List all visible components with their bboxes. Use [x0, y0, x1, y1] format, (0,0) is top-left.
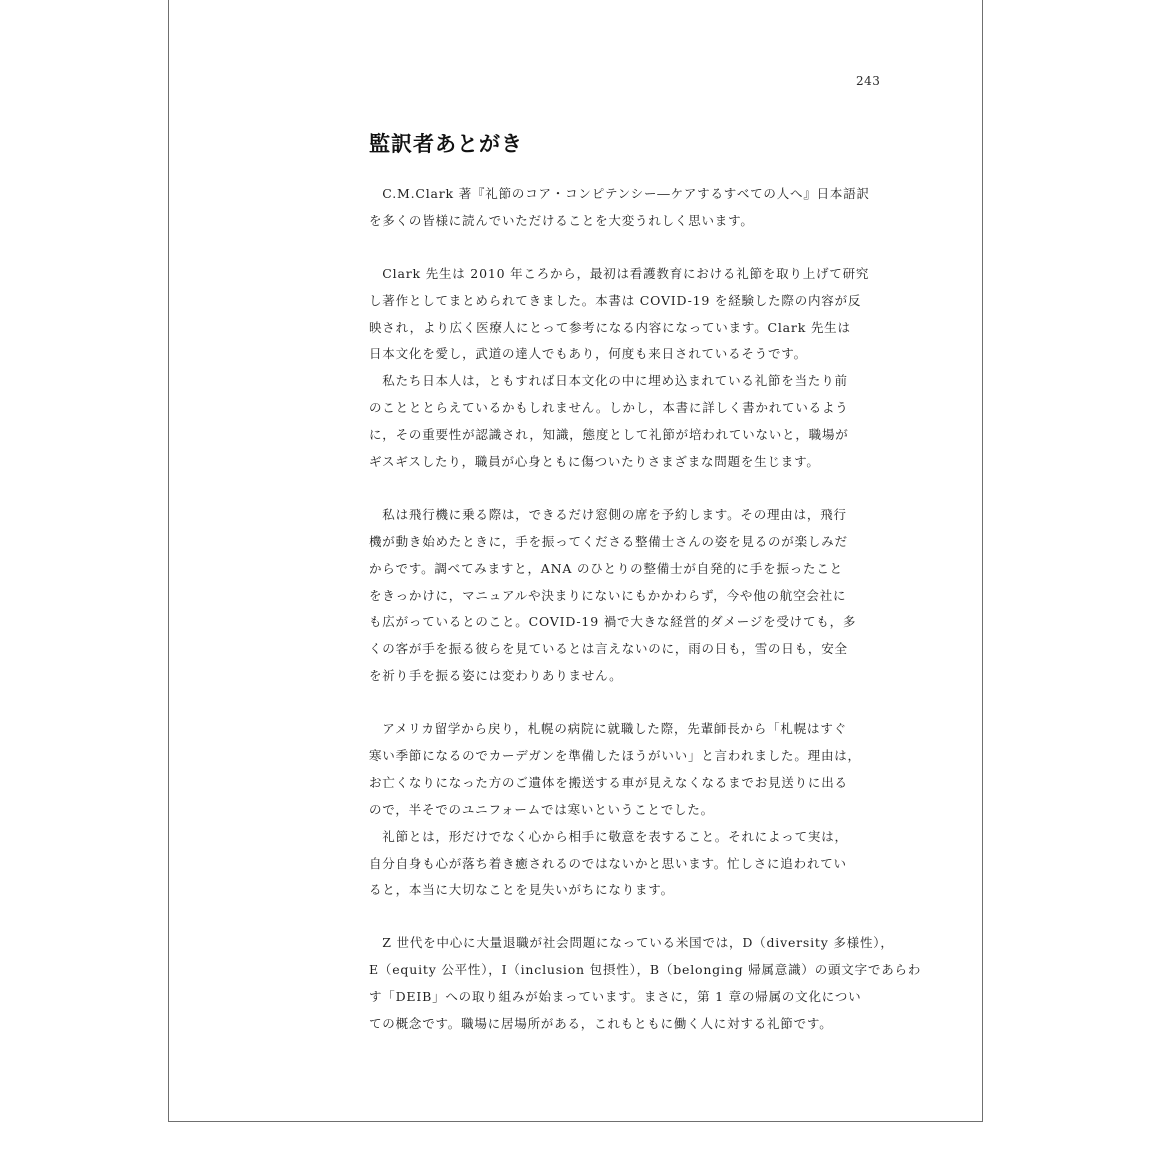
text-line: Z 世代を中心に大量退職が社会問題になっている米国では，D（diversity 多様性），	[369, 935, 894, 951]
text-line: 礼節とは，形だけでなく心から相手に敬意を表すること。それによって実は，	[369, 828, 848, 844]
text-line: くの客が手を振る彼らを見ているとは言えないのに，雨の日も，雪の日も，安全	[369, 641, 848, 657]
paragraph	[369, 930, 922, 1038]
text-line: ての概念です。職場に居場所がある，これもともに働く人に対する礼節です。	[369, 1016, 833, 1032]
text-line: ので，半そでのユニフォームでは寒いということでした。	[369, 801, 714, 817]
text-line: をきっかけに，マニュアルや決まりにないにもかかわらず，今や他の航空会社に	[369, 587, 847, 603]
text-line: を多くの皆様に読んでいただけることを大変うれしく思います。	[369, 212, 754, 228]
text-line: 私は飛行機に乗る際は，できるだけ窓側の席を予約します。その理由は，飛行	[369, 506, 847, 522]
text-line: 寒い季節になるのでカーデガンを準備したほうがいい」と言われました。理由は，	[369, 748, 861, 764]
text-line: を祈り手を振る姿には変わりありません。	[369, 668, 623, 684]
text-line: ると，本当に大切なことを見失いがちになります。	[369, 882, 674, 898]
text-line: 機が動き始めたときに，手を振ってくださる整備士さんの姿を見るのが楽しみだ	[369, 533, 848, 549]
paragraph	[369, 181, 899, 235]
text-line: も広がっているとのこと。COVID-19 禍で大きな経営的ダメージを受けても，多	[369, 614, 857, 630]
text-line: 日本文化を愛し，武道の達人でもあり，何度も来日されているそうです。	[369, 346, 807, 362]
text-line: C.M.Clark 著『礼節のコア・コンピテンシー―ケアするすべての人へ』日本語訳	[369, 186, 870, 201]
paragraph	[369, 502, 899, 690]
text-line: ギスギスしたり，職員が心身ともに傷ついたりさまざまな問題を生じます。	[369, 454, 820, 470]
text-line: に，その重要性が認識され，知識，態度として礼節が培われていないと，職場が	[369, 427, 849, 443]
text-line: す「DEIB」への取り組みが始まっています。まさに，第 1 章の帰属の文化につい	[369, 989, 862, 1005]
text-line: からです。調べてみますと，ANA のひとりの整備士が自発的に手を振ったこと	[369, 560, 843, 576]
page-number: 243	[856, 74, 881, 88]
page-title: 監訳者あとがき	[369, 132, 523, 156]
text-line: アメリカ留学から戻り，札幌の病院に就職した際，先輩師長から「札幌はすぐ	[369, 721, 847, 737]
text-line: し著作としてまとめられてきました。本書は COVID-19 を経験した際の内容が反	[369, 292, 862, 308]
paragraph	[369, 261, 899, 476]
text-line: Clark 先生は 2010 年ころから，最初は看護教育における礼節を取り上げて研究	[369, 265, 870, 281]
text-line: 映され，より広く医療人にとって参考になる内容になっています。Clark 先生は	[369, 319, 851, 335]
text-line: のことととらえているかもしれません。しかし，本書に詳しく書かれているよう	[369, 400, 849, 416]
text-line: E（equity 公平性），I（inclusion 包摂性），B（belonging 帰属意識）の頭文字であらわ	[369, 962, 922, 978]
body-text	[369, 181, 922, 1064]
paragraph	[369, 716, 899, 904]
text-line: 自分自身も心が落ち着き癒されるのではないかと思います。忙しさに追われてい	[369, 855, 847, 871]
text-line: お亡くなりになった方のご遺体を搬送する車が見えなくなるまでお見送りに出る	[369, 774, 848, 790]
text-line: 私たち日本人は，ともすれば日本文化の中に埋め込まれている礼節を当たり前	[369, 373, 848, 389]
